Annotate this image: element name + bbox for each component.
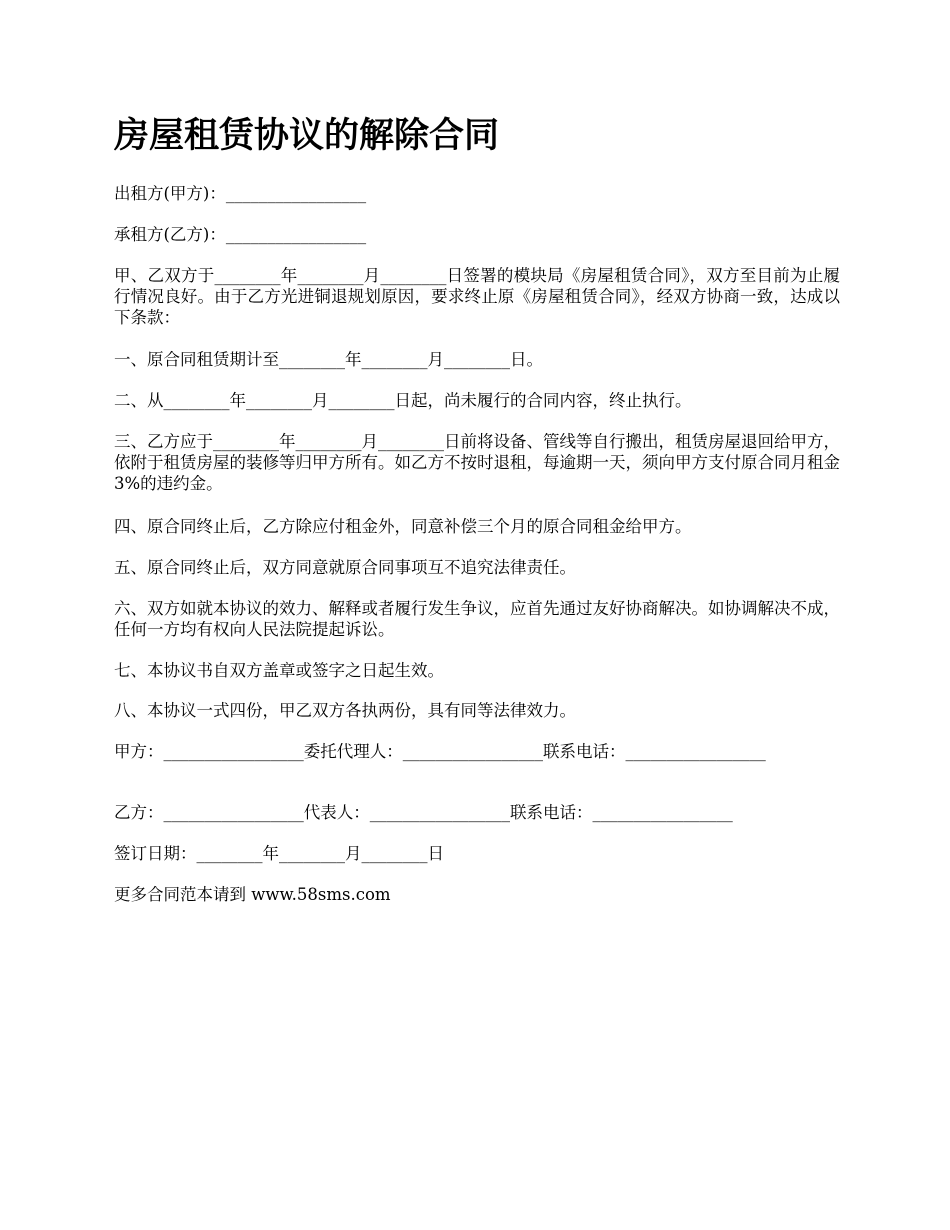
clause-7: 七、本协议书自双方盖章或签字之日起生效。	[114, 661, 444, 680]
signing-date-line: 签订日期：________年________月________日	[114, 844, 444, 863]
party-a-signature-line: 甲方：_________________委托代理人：_________________联系电话：_________________	[114, 742, 766, 761]
clause-6: 六、双方如就本协议的效力、解释或者履行发生争议，应首先通过友好协商解决。如协调解决不成，任何一方均有权向人民法院提起诉讼。	[114, 599, 840, 639]
clause-2: 二、从________年________月________日起，尚未履行的合同内容，终止执行。	[114, 391, 692, 410]
clause-5: 五、原合同终止后，双方同意就原合同事项互不追究法律责任。	[114, 558, 576, 577]
clause-8: 八、本协议一式四份，甲乙双方各执两份，具有同等法律效力。	[114, 701, 576, 720]
clause-1: 一、原合同租赁期计至________年________月________日。	[114, 350, 543, 369]
clause-3: 三、乙方应于________年________月________日前将设备、管线等自行搬出，租赁房屋退回给甲方，依附于租赁房屋的装修等归甲方所有。如乙方不按时退租，每逾期一天，须向甲方支付原合同月租金3%的违约金。	[114, 432, 840, 493]
clause-4: 四、原合同终止后，乙方除应付租金外，同意补偿三个月的原合同租金给甲方。	[114, 517, 692, 536]
footer-note: 更多合同范本请到 www.58sms.com	[114, 885, 391, 904]
lessee-line: 承租方(乙方)：_________________	[114, 225, 367, 244]
document-title: 房屋租赁协议的解除合同	[114, 116, 500, 156]
preamble-paragraph: 甲、乙双方于________年________月________日签署的模块局《房屋租赁合同》，双方至目前为止履行情况良好。由于乙方光进铜退规划原因，要求终止原《房屋租赁合同》，经双方协商一致，达成以下条款：	[114, 266, 840, 327]
lessor-line: 出租方(甲方)：_________________	[114, 184, 367, 203]
party-b-signature-line: 乙方：_________________代表人：_________________联系电话：_________________	[114, 803, 733, 822]
